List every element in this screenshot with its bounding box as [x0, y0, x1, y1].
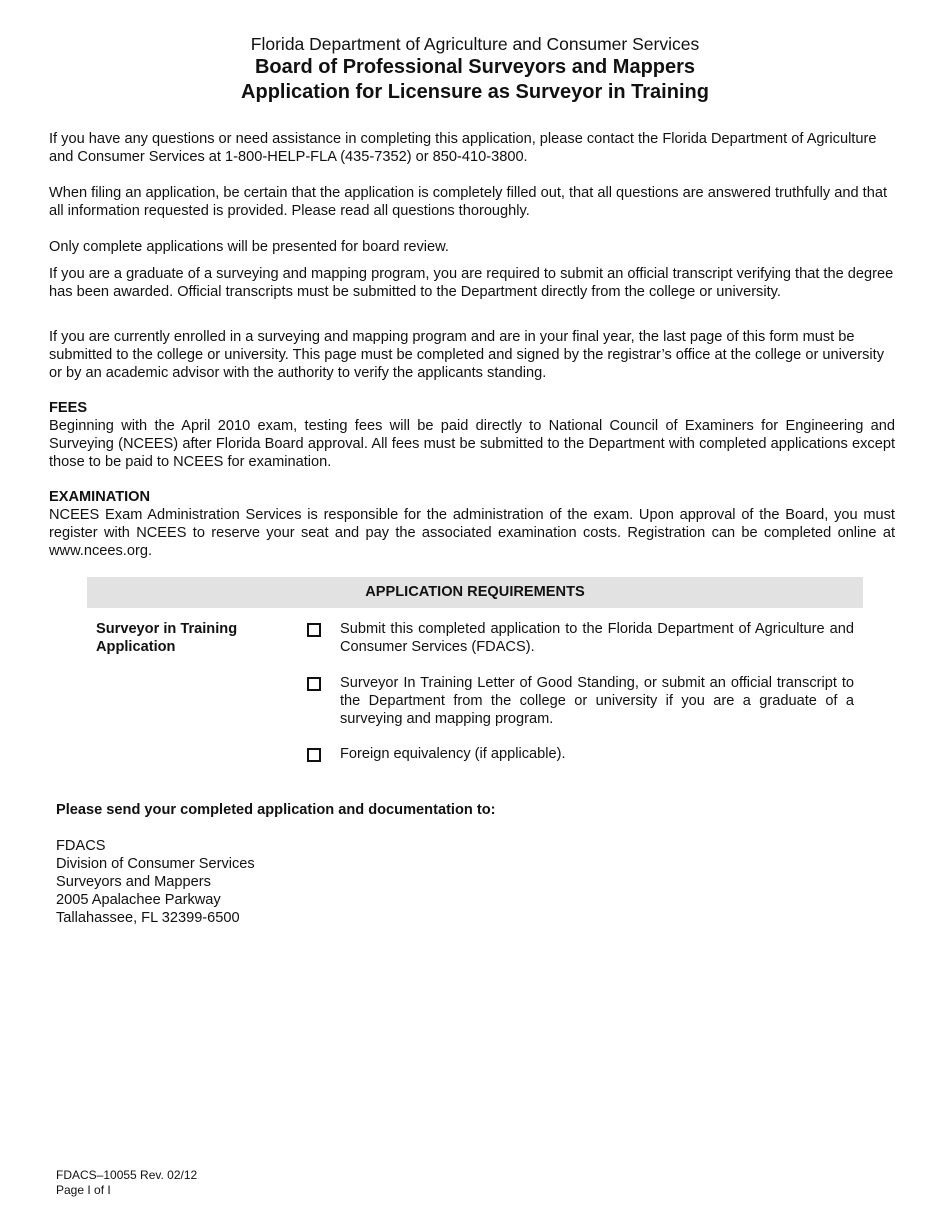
page-number: Page I of I [56, 1183, 111, 1197]
address-line: 2005 Apalachee Parkway [56, 892, 221, 908]
requirement-text: Submit this completed application to the Florida Department of Agriculture and Consumer Services (FDACS). [340, 621, 854, 655]
page-title: Application for Licensure as Surveyor in Training [241, 81, 709, 103]
intro-enrolled-paragraph: If you are currently enrolled in a surveying and mapping program and are in your final year, the last page of this form must be submitted to the college or university. This page must be completed and signed by the registrar’s office at the college or university or by an academic advisor with the authority to verify the applicants standing. [49, 329, 884, 381]
agency-name: Florida Department of Agriculture and Consumer Services [250, 34, 700, 54]
document-header [0, 33, 950, 105]
document-footer [56, 1168, 197, 1198]
mailing-address [56, 837, 255, 927]
address-line: Division of Consumer Services [56, 856, 255, 872]
fees-heading: FEES [49, 400, 88, 416]
intro-contact-paragraph: If you have any questions or need assistance in completing this application, please contact the Florida Department of Agriculture and Consumer Services at 1-800-HELP-FLA (435-7352) or 850-410-3800. [49, 131, 877, 165]
examination-heading: EXAMINATION [49, 489, 151, 505]
address-line: FDACS [56, 838, 106, 854]
address-line: Surveyors and Mappers [56, 874, 211, 890]
requirement-checkbox[interactable] [307, 748, 321, 762]
intro-filing-paragraph: When filing an application, be certain that the application is completely filled out, that all questions are answered truthfully and that all information requested is provided. Please read all questions thoroughly. [49, 185, 888, 219]
requirement-checkbox[interactable] [307, 623, 321, 637]
requirement-checkbox[interactable] [307, 677, 321, 691]
intro-graduate-paragraph: If you are a graduate of a surveying and mapping program, you are required to submit an official transcript verifying that the degree has been awarded. Official transcripts must be submitted to the Department directly from the college or university. [49, 266, 894, 300]
requirements-header: APPLICATION REQUIREMENTS [87, 577, 863, 608]
address-line: Tallahassee, FL 32399-6500 [56, 910, 240, 926]
board-name: Board of Professional Surveyors and Mappers [254, 56, 696, 78]
form-number: FDACS–10055 Rev. 02/12 [56, 1168, 198, 1182]
fees-text: Beginning with the April 2010 exam, testing fees will be paid directly to National Council of Examiners for Engineering and Surveying (NCEES) after Florida Board approval. All fees must be submitted to the Department with completed applications except those to be paid to NCEES for examination. [49, 418, 895, 470]
application-requirements-table [87, 577, 863, 762]
intro-complete-paragraph: Only complete applications will be presented for board review. [49, 239, 449, 255]
examination-text: NCEES Exam Administration Services is responsible for the administration of the exam. Upon approval of the Board, you must register with NCEES to reserve your seat and pay the associated examination costs. Registration can be completed online at www.ncees.org. [49, 507, 895, 559]
requirements-label: Surveyor in Training Application [96, 621, 238, 655]
requirement-text: Surveyor In Training Letter of Good Standing, or submit an official transcript to the Department from the college or university if you are a graduate of a surveying and mapping program. [340, 675, 854, 727]
requirement-text: Foreign equivalency (if applicable). [340, 746, 566, 762]
mailing-heading: Please send your completed application and documentation to: [56, 802, 496, 818]
